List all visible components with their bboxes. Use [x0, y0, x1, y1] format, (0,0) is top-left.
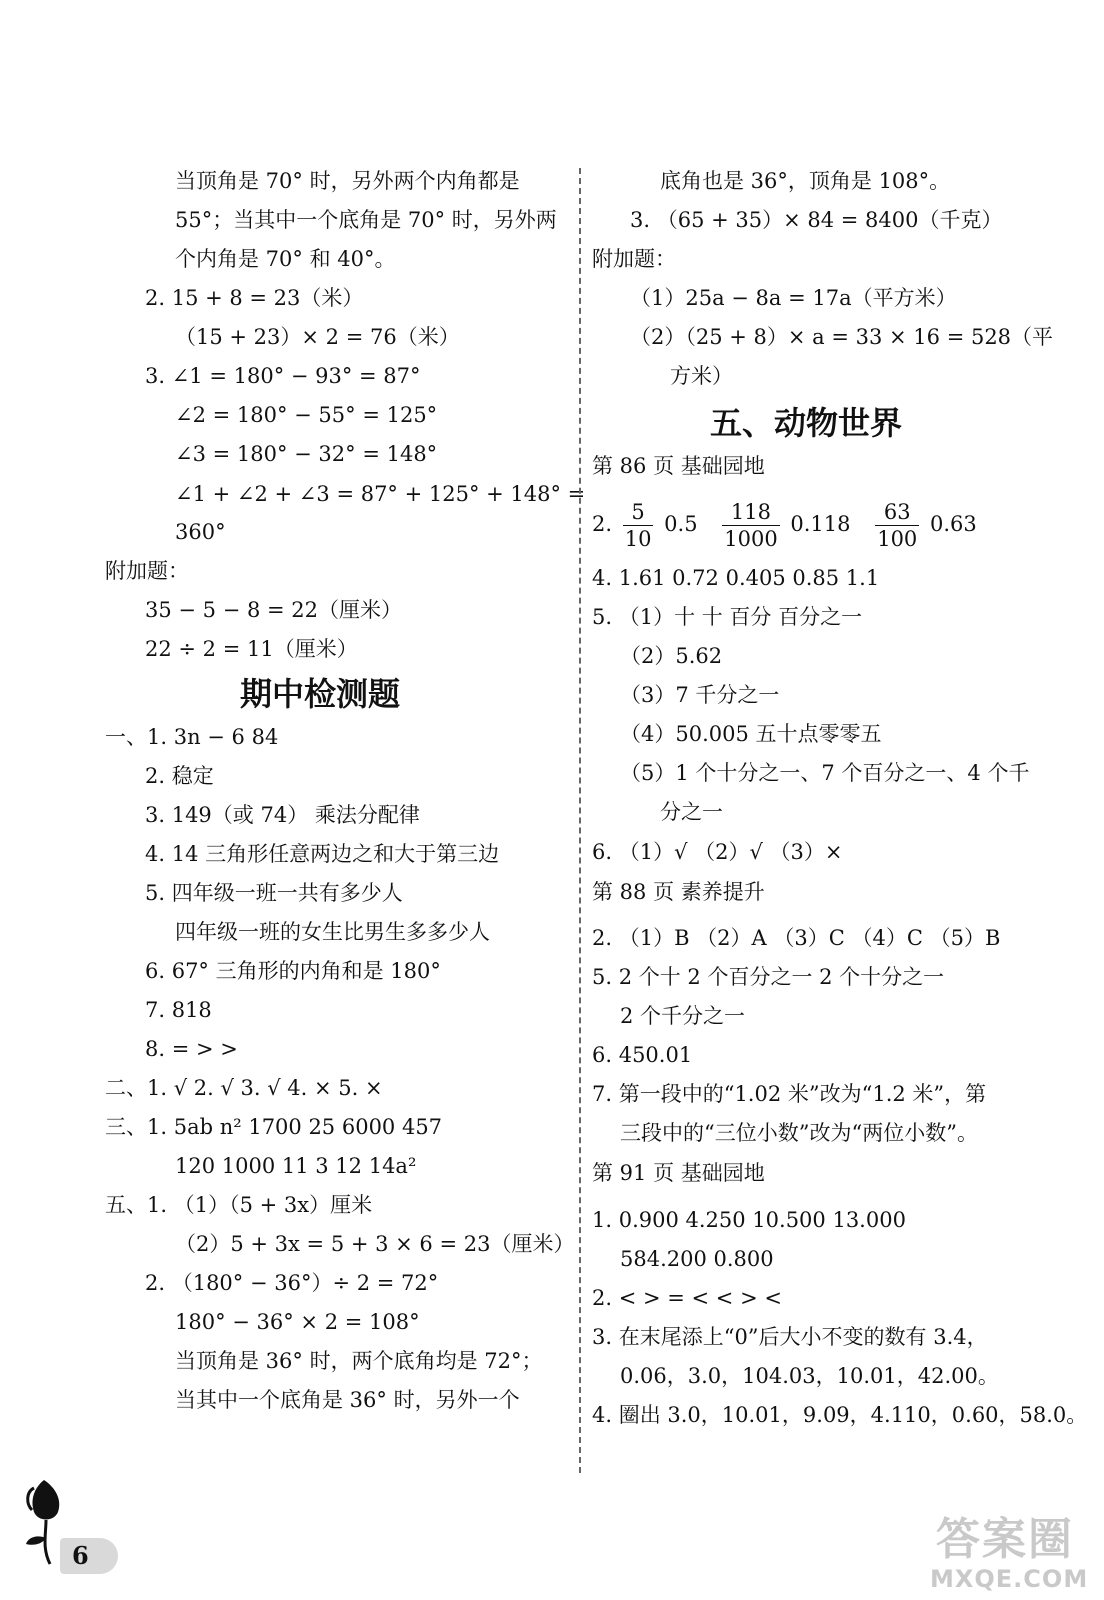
text-line: （2）（25 + 8）× a = 33 × 16 = 528（平 — [630, 325, 1054, 349]
text-line: 当其中一个底角是 36° 时，另外一个 — [175, 1388, 520, 1412]
text-line: （2）5 + 3x = 5 + 3 × 6 = 23（厘米） — [175, 1232, 575, 1256]
text-line: 2. （180° − 36°）÷ 2 = 72° — [145, 1271, 439, 1295]
text-line: ∠3 = 180° − 32° = 148° — [175, 442, 438, 466]
text-line: 180° − 36° × 2 = 108° — [175, 1310, 420, 1334]
chapter-title: 五、动物世界 — [710, 404, 903, 442]
text-line: 8. = > > — [145, 1037, 238, 1061]
text-line: 4. 1.61 0.72 0.405 0.85 1.1 — [592, 566, 880, 590]
text-line: 3. 149（或 74） 乘法分配律 — [145, 803, 420, 827]
text-line: （5）1 个十分之一、7 个百分之一、4 个千 — [620, 761, 1030, 785]
text-line: 3. （65 + 35）× 84 = 8400（千克） — [630, 208, 1003, 232]
text-line: 5. 四年级一班一共有多少人 — [145, 881, 403, 905]
watermark-text: 答案圈 — [936, 1514, 1074, 1565]
text-line: 7. 第一段中的“1.02 米”改为“1.2 米”，第 — [592, 1082, 987, 1106]
text-line: （2）5.62 — [620, 644, 723, 668]
numerator: 63 — [875, 499, 919, 526]
watermark-url: MXQE.COM — [930, 1565, 1089, 1593]
text-line: 四年级一班的女生比男生多多少人 — [175, 920, 490, 944]
text-line: 2. 稳定 — [145, 764, 214, 788]
text-line: 4. 14 三角形任意两边之和大于第三边 — [145, 842, 500, 866]
text-line: （3）7 千分之一 — [620, 683, 780, 707]
section-label: 附加题： — [105, 559, 189, 583]
text-line: ∠2 = 180° − 55° = 125° — [175, 403, 438, 427]
page-heading: 第 86 页 基础园地 — [592, 454, 765, 478]
column-divider — [579, 168, 581, 1473]
decimal-value: 0.63 — [929, 512, 977, 536]
text-line: 22 ÷ 2 = 11（厘米） — [145, 637, 358, 661]
text-line: 底角也是 36°，顶角是 108°。 — [660, 169, 951, 193]
text-line: 2 个千分之一 — [620, 1004, 746, 1028]
denominator: 1000 — [724, 527, 778, 551]
page-number: 6 — [72, 1541, 89, 1570]
text-line: 三段中的“三位小数”改为“两位小数”。 — [620, 1121, 978, 1145]
text-line: （15 + 23）× 2 = 76（米） — [175, 325, 460, 349]
fraction — [875, 499, 919, 552]
text-line: 分之一 — [660, 800, 723, 824]
text-line: 6. （1）√ （2）√ （3）× — [592, 840, 843, 864]
denominator: 100 — [877, 527, 918, 551]
text-line: 55°；当其中一个底角是 70° 时，另外两 — [175, 208, 557, 232]
decimal-value: 0.5 — [664, 512, 698, 536]
fraction — [722, 499, 779, 552]
numerator: 5 — [623, 499, 654, 526]
text-line: 3. 在末尾添上“0”后大小不变的数有 3.4， — [592, 1325, 988, 1349]
text-line: 4. 圈出 3.0，10.01，9.09，4.110，0.60，58.0。 — [592, 1403, 1088, 1427]
text-line: 5. 2 个十 2 个百分之一 2 个十分之一 — [592, 965, 945, 989]
fraction — [623, 499, 654, 552]
text-line: 5. （1）十 十 百分 百分之一 — [592, 605, 863, 629]
denominator: 10 — [624, 527, 652, 551]
page-heading: 第 88 页 素养提升 — [592, 880, 765, 904]
item-number: 2. — [592, 512, 613, 536]
watermark — [930, 1514, 1089, 1597]
decimal-value: 0.118 — [790, 512, 851, 536]
text-line: 个内角是 70° 和 40°。 — [175, 247, 396, 271]
section-title: 期中检测题 — [240, 675, 401, 713]
text-line: （1）25a − 8a = 17a（平方米） — [630, 286, 957, 310]
text-line: 0.06，3.0，104.03，10.01，42.00。 — [620, 1364, 999, 1388]
text-line: 3. ∠1 = 180° − 93° = 87° — [145, 364, 421, 388]
text-line: 五、1. （1）（5 + 3x）厘米 — [105, 1193, 373, 1217]
fraction-answer-row — [592, 498, 977, 552]
text-line: 7. 818 — [145, 998, 212, 1022]
text-line: 方米） — [670, 364, 733, 388]
text-line: 一、1. 3n − 6 84 — [105, 725, 279, 749]
text-line: 6. 450.01 — [592, 1043, 693, 1067]
text-line: 120 1000 11 3 12 14a² — [175, 1154, 417, 1178]
text-line: 2. 15 + 8 = 23（米） — [145, 286, 364, 310]
text-line: 584.200 0.800 — [620, 1247, 774, 1271]
text-line: 35 − 5 − 8 = 22（厘米） — [145, 598, 403, 622]
text-line: 二、1. √ 2. √ 3. √ 4. × 5. × — [105, 1076, 383, 1100]
text-line: 360° — [175, 520, 226, 544]
text-line: 三、1. 5ab n² 1700 25 6000 457 — [105, 1115, 443, 1139]
numerator: 118 — [722, 499, 779, 526]
text-line: 1. 0.900 4.250 10.500 13.000 — [592, 1208, 906, 1232]
page-number-badge — [60, 1538, 118, 1574]
text-line: 6. 67° 三角形的内角和是 180° — [145, 959, 441, 983]
text-line: 当顶角是 36° 时，两个底角均是 72°； — [175, 1349, 543, 1373]
text-line: 2. （1）B （2）A （3）C （4）C （5）B — [592, 926, 1001, 950]
text-line: （4）50.005 五十点零零五 — [620, 722, 882, 746]
text-line: 当顶角是 70° 时，另外两个内角都是 — [175, 169, 520, 193]
section-label: 附加题： — [592, 247, 676, 271]
text-line: ∠1 + ∠2 + ∠3 = 87° + 125° + 148° = — [175, 482, 586, 506]
page-heading: 第 91 页 基础园地 — [592, 1161, 765, 1185]
text-line: 2. < > = < < > < — [592, 1286, 782, 1310]
